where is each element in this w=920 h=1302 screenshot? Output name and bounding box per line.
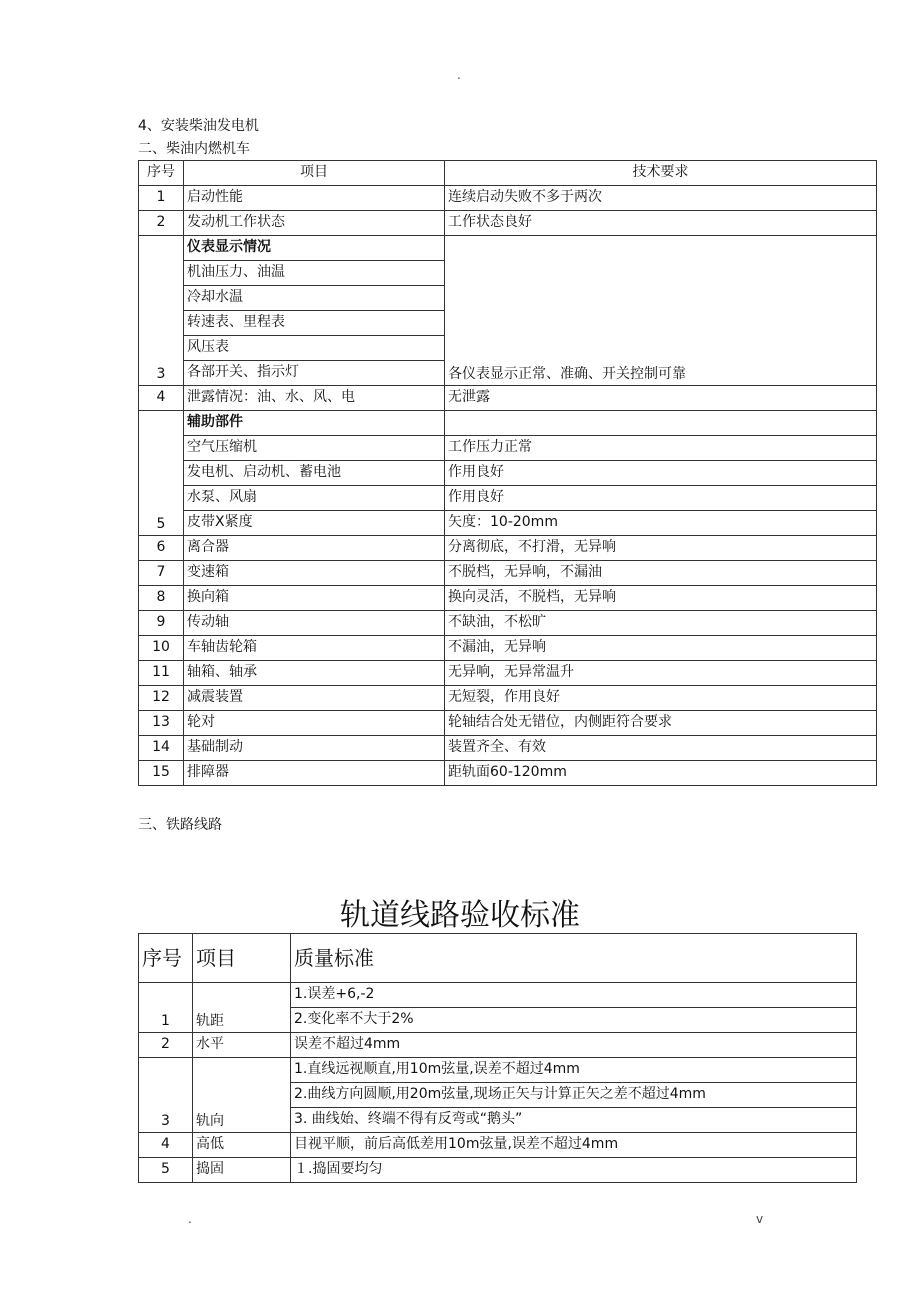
row-no: 10 bbox=[139, 636, 184, 661]
row-requirement: 距轨面60-120mm bbox=[445, 761, 877, 786]
row-subitem: 皮带X紧度 bbox=[184, 511, 445, 536]
table-row bbox=[139, 211, 877, 236]
row-item: 排障器 bbox=[184, 761, 445, 786]
row-item: 高低 bbox=[193, 1133, 291, 1158]
row-no: 2 bbox=[139, 211, 184, 236]
row-no: 1 bbox=[139, 186, 184, 211]
row-no: 12 bbox=[139, 686, 184, 711]
row-subitem: 转速表、里程表 bbox=[184, 311, 445, 336]
row-item: 轨距 bbox=[193, 983, 291, 1033]
row-subitem: 机油压力、油温 bbox=[184, 261, 445, 286]
row-requirement: 无短裂，作用良好 bbox=[445, 686, 877, 711]
row-item: 减震装置 bbox=[184, 686, 445, 711]
row-requirement: 连续启动失败不多于两次 bbox=[445, 186, 877, 211]
row-requirement: 换向灵活，不脱档，无异响 bbox=[445, 586, 877, 611]
table-row bbox=[139, 236, 877, 261]
row-item: 基础制动 bbox=[184, 736, 445, 761]
row-subitem: 发电机、启动机、蓄电池 bbox=[184, 461, 445, 486]
table-row bbox=[139, 1158, 857, 1183]
row-standard: 1.直线远视顺直,用10m弦量,误差不超过4mm bbox=[291, 1058, 857, 1083]
row-standard: 1.误差+6,-2 bbox=[291, 983, 857, 1008]
row-standard: 目视平顺，前后高低差用10m弦量,误差不超过4mm bbox=[291, 1133, 857, 1158]
row-subitem: 空气压缩机 bbox=[184, 436, 445, 461]
row-requirement: 无异响，无异常温升 bbox=[445, 661, 877, 686]
table-row bbox=[139, 983, 857, 1008]
row-subitem: 各部开关、指示灯 bbox=[184, 361, 445, 386]
row-item: 发动机工作状态 bbox=[184, 211, 445, 236]
table-row bbox=[139, 711, 877, 736]
table-row bbox=[139, 186, 877, 211]
row-no: 2 bbox=[139, 1033, 193, 1058]
row-standard: 2.曲线方向圆顺,用20m弦量,现场正矢与计算正矢之差不超过4mm bbox=[291, 1083, 857, 1108]
table-row bbox=[139, 536, 877, 561]
row-no: 3 bbox=[139, 236, 184, 386]
row-requirement: 分离彻底，不打滑，无异响 bbox=[445, 536, 877, 561]
row-item: 轨向 bbox=[193, 1058, 291, 1133]
row-no: 5 bbox=[139, 1158, 193, 1183]
row-requirement: 作用良好 bbox=[445, 486, 877, 511]
table-row bbox=[139, 661, 877, 686]
locomotive-table bbox=[138, 160, 877, 786]
row-no: 5 bbox=[139, 411, 184, 536]
row-requirement: 工作压力正常 bbox=[445, 436, 877, 461]
row-item: 轴箱、轴承 bbox=[184, 661, 445, 686]
row-item: 离合器 bbox=[184, 536, 445, 561]
row-no: 4 bbox=[139, 1133, 193, 1158]
table-row bbox=[139, 586, 877, 611]
row-standard: 误差不超过4mm bbox=[291, 1033, 857, 1058]
row-requirement: 工作状态良好 bbox=[445, 211, 877, 236]
row-requirement: 装置齐全、有效 bbox=[445, 736, 877, 761]
header-item: 项目 bbox=[193, 934, 291, 983]
row-item: 轮对 bbox=[184, 711, 445, 736]
row-item: 捣固 bbox=[193, 1158, 291, 1183]
section-heading-generator: 4、安装柴油发电机 bbox=[138, 118, 259, 134]
table-row bbox=[139, 636, 877, 661]
track-standard-table bbox=[138, 933, 857, 1183]
row-subitem: 风压表 bbox=[184, 336, 445, 361]
table-row bbox=[139, 561, 877, 586]
row-item: 泄露情况：油、水、风、电 bbox=[184, 386, 445, 411]
row-requirement: 无泄露 bbox=[445, 386, 877, 411]
table-row bbox=[139, 1033, 857, 1058]
table-row bbox=[139, 736, 877, 761]
header-standard: 质量标准 bbox=[291, 934, 857, 983]
row-standard: １.捣固要均匀 bbox=[291, 1158, 857, 1183]
row-no: 1 bbox=[139, 983, 193, 1033]
table-row bbox=[139, 411, 877, 436]
row-requirement: 不脱档，无异响，不漏油 bbox=[445, 561, 877, 586]
row-no: 15 bbox=[139, 761, 184, 786]
row-no: 4 bbox=[139, 386, 184, 411]
header-item: 项目 bbox=[184, 161, 445, 186]
row-item: 换向箱 bbox=[184, 586, 445, 611]
row-no: 3 bbox=[139, 1058, 193, 1133]
row-standard: 3. 曲线始、终端不得有反弯或“鹅头” bbox=[291, 1108, 857, 1133]
table-row bbox=[139, 386, 877, 411]
row-no: 8 bbox=[139, 586, 184, 611]
top-dot: . bbox=[457, 68, 461, 82]
section-heading-railway: 三、铁路线路 bbox=[138, 817, 222, 833]
row-requirement: 不漏油，无异响 bbox=[445, 636, 877, 661]
table-row bbox=[139, 1133, 857, 1158]
row-no: 9 bbox=[139, 611, 184, 636]
table-row bbox=[139, 1058, 857, 1083]
row-item: 变速箱 bbox=[184, 561, 445, 586]
row-requirement: 各仪表显示正常、准确、开关控制可靠 bbox=[445, 236, 877, 386]
footer-dot: . bbox=[188, 1212, 192, 1226]
row-no: 14 bbox=[139, 736, 184, 761]
row-no: 13 bbox=[139, 711, 184, 736]
row-item: 水平 bbox=[193, 1033, 291, 1058]
row-subitem: 辅助部件 bbox=[184, 411, 445, 436]
header-no: 序号 bbox=[139, 161, 184, 186]
table-row bbox=[139, 761, 877, 786]
row-requirement: 不缺油，不松旷 bbox=[445, 611, 877, 636]
row-standard: 2.变化率不大于2% bbox=[291, 1008, 857, 1033]
row-requirement: 作用良好 bbox=[445, 461, 877, 486]
track-standard-title: 轨道线路验收标准 bbox=[340, 898, 580, 933]
section-heading-locomotive: 二、柴油内燃机车 bbox=[138, 141, 250, 157]
header-no: 序号 bbox=[139, 934, 193, 983]
row-subitem: 仪表显示情况 bbox=[184, 236, 445, 261]
table-row bbox=[139, 686, 877, 711]
row-item: 启动性能 bbox=[184, 186, 445, 211]
row-subitem: 冷却水温 bbox=[184, 286, 445, 311]
row-requirement bbox=[445, 411, 877, 436]
row-requirement: 矢度：10-20mm bbox=[445, 511, 877, 536]
row-no: 7 bbox=[139, 561, 184, 586]
header-requirement: 技术要求 bbox=[445, 161, 877, 186]
row-subitem: 水泵、风扇 bbox=[184, 486, 445, 511]
row-no: 6 bbox=[139, 536, 184, 561]
row-no: 11 bbox=[139, 661, 184, 686]
row-item: 传动轴 bbox=[184, 611, 445, 636]
row-item: 车轴齿轮箱 bbox=[184, 636, 445, 661]
footer-mark: v bbox=[756, 1212, 764, 1226]
row-requirement: 轮轴结合处无错位，内侧距符合要求 bbox=[445, 711, 877, 736]
table-row bbox=[139, 611, 877, 636]
